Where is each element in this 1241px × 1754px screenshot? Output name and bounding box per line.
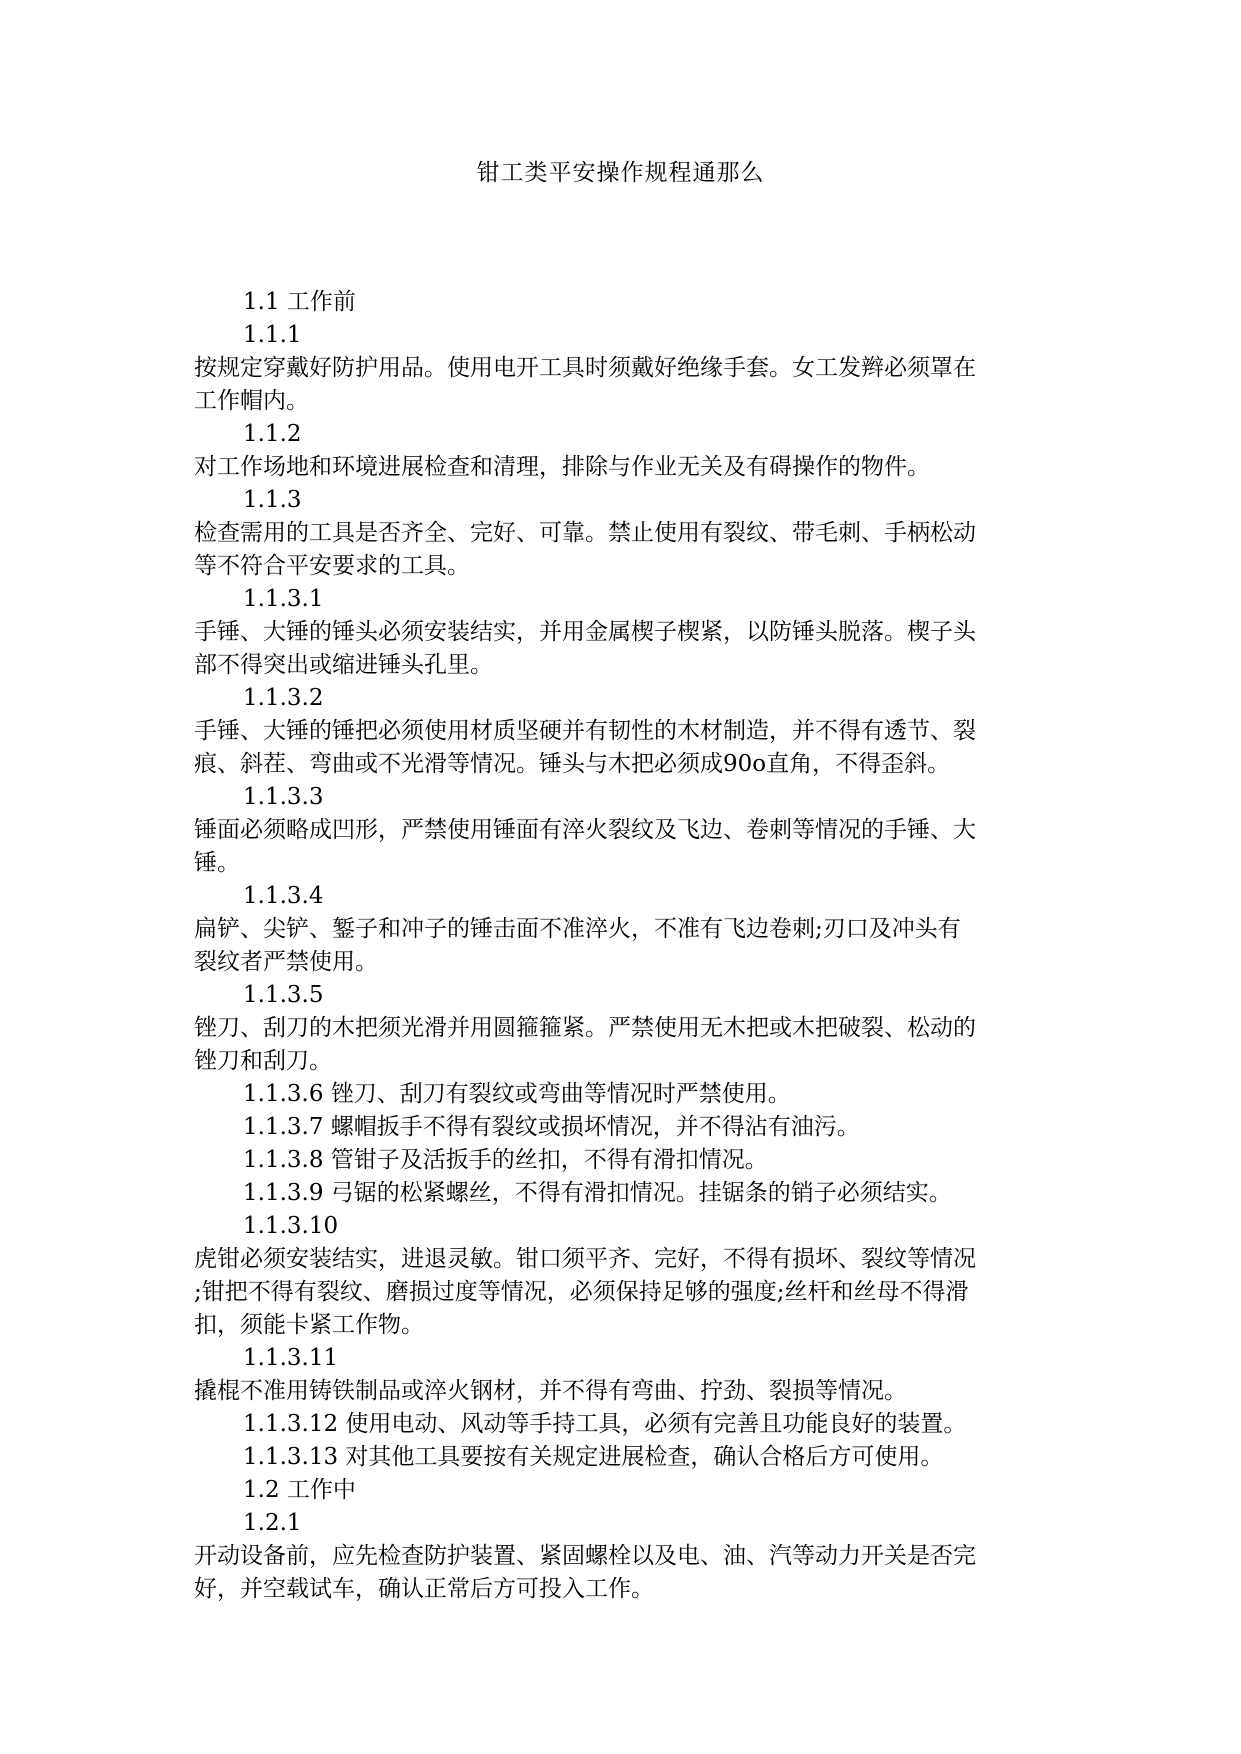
text-line: 1.1.1 xyxy=(243,322,302,348)
text-line: 1.1.3.7 螺帽扳手不得有裂纹或损坏情况，并不得沾有油污。 xyxy=(243,1114,860,1140)
text-line: 扣，须能卡紧工作物。 xyxy=(194,1312,424,1338)
text-line: 锤。 xyxy=(194,850,240,876)
text-line: 虎钳必须安装结实，进退灵敏。钳口须平齐、完好，不得有损坏、裂纹等情况 xyxy=(194,1246,976,1272)
text-line: 好，并空载试车，确认正常后方可投入工作。 xyxy=(194,1576,654,1602)
text-line: 锉刀、刮刀的木把须光滑并用圆箍箍紧。严禁使用无木把或木把破裂、松动的 xyxy=(194,1015,976,1041)
text-line: 部不得突出或缩进锤头孔里。 xyxy=(194,652,493,678)
text-line: 1.1.3.6 锉刀、刮刀有裂纹或弯曲等情况时严禁使用。 xyxy=(243,1081,791,1107)
text-line: 1.1.2 xyxy=(243,421,302,447)
text-line: 手锤、大锤的锤把必须使用材质坚硬并有韧性的木材制造，并不得有透节、裂 xyxy=(194,718,976,744)
text-line: 1.1.3.11 xyxy=(243,1345,339,1371)
text-line: 1.2.1 xyxy=(243,1510,302,1536)
text-line: 1.1.3 xyxy=(243,487,302,513)
text-line: 按规定穿戴好防护用品。使用电开工具时须戴好绝缘手套。女工发辫必须罩在 xyxy=(194,355,976,381)
text-line: 1.1.3.10 xyxy=(243,1213,339,1239)
text-line: 1.1.3.2 xyxy=(243,685,324,711)
text-line: 对工作场地和环境进展检查和清理，排除与作业无关及有碍操作的物件。 xyxy=(194,454,930,480)
text-line: 检查需用的工具是否齐全、完好、可靠。禁止使用有裂纹、带毛刺、手柄松动 xyxy=(194,520,976,546)
text-line: ;钳把不得有裂纹、磨损过度等情况，必须保持足够的强度;丝杆和丝母不得滑 xyxy=(194,1279,969,1305)
text-line: 锤面必须略成凹形，严禁使用锤面有淬火裂纹及飞边、卷刺等情况的手锤、大 xyxy=(194,817,976,843)
text-line: 扁铲、尖铲、錾子和冲子的锤击面不准淬火，不准有飞边卷刺;刃口及冲头有 xyxy=(194,916,961,942)
text-line: 1.1.3.4 xyxy=(243,883,324,909)
text-line: 1.1.3.9 弓锯的松紧螺丝，不得有滑扣情况。挂锯条的销子必须结实。 xyxy=(243,1180,952,1206)
text-line: 开动设备前，应先检查防护装置、紧固螺栓以及电、油、汽等动力开关是否完 xyxy=(194,1543,976,1569)
text-line: 锉刀和刮刀。 xyxy=(194,1048,332,1074)
text-line: 工作帽内。 xyxy=(194,388,309,414)
text-line: 等不符合平安要求的工具。 xyxy=(194,553,470,579)
text-line: 裂纹者严禁使用。 xyxy=(194,949,378,975)
text-line: 手锤、大锤的锤头必须安装结实，并用金属楔子楔紧，以防锤头脱落。楔子头 xyxy=(194,619,976,645)
text-line: 1.1.3.1 xyxy=(243,586,324,612)
text-line: 1.1.3.8 管钳子及活扳手的丝扣，不得有滑扣情况。 xyxy=(243,1147,768,1173)
text-line: 1.1.3.12 使用电动、风动等手持工具，必须有完善且功能良好的装置。 xyxy=(243,1411,967,1437)
document-title: 钳工类平安操作规程通那么 xyxy=(476,160,765,186)
document-body xyxy=(194,286,1056,1606)
text-line: 1.1.3.5 xyxy=(243,982,324,1008)
text-line: 1.1 工作前 xyxy=(243,289,356,315)
text-line: 痕、斜茬、弯曲或不光滑等情况。锤头与木把必须成90o直角，不得歪斜。 xyxy=(194,751,951,777)
text-line: 撬棍不准用铸铁制品或淬火钢材，并不得有弯曲、拧劲、裂损等情况。 xyxy=(194,1378,907,1404)
text-line: 1.1.3.13 对其他工具要按有关规定进展检查，确认合格后方可使用。 xyxy=(243,1444,944,1470)
text-line: 1.2 工作中 xyxy=(243,1477,356,1503)
text-line: 1.1.3.3 xyxy=(243,784,324,810)
